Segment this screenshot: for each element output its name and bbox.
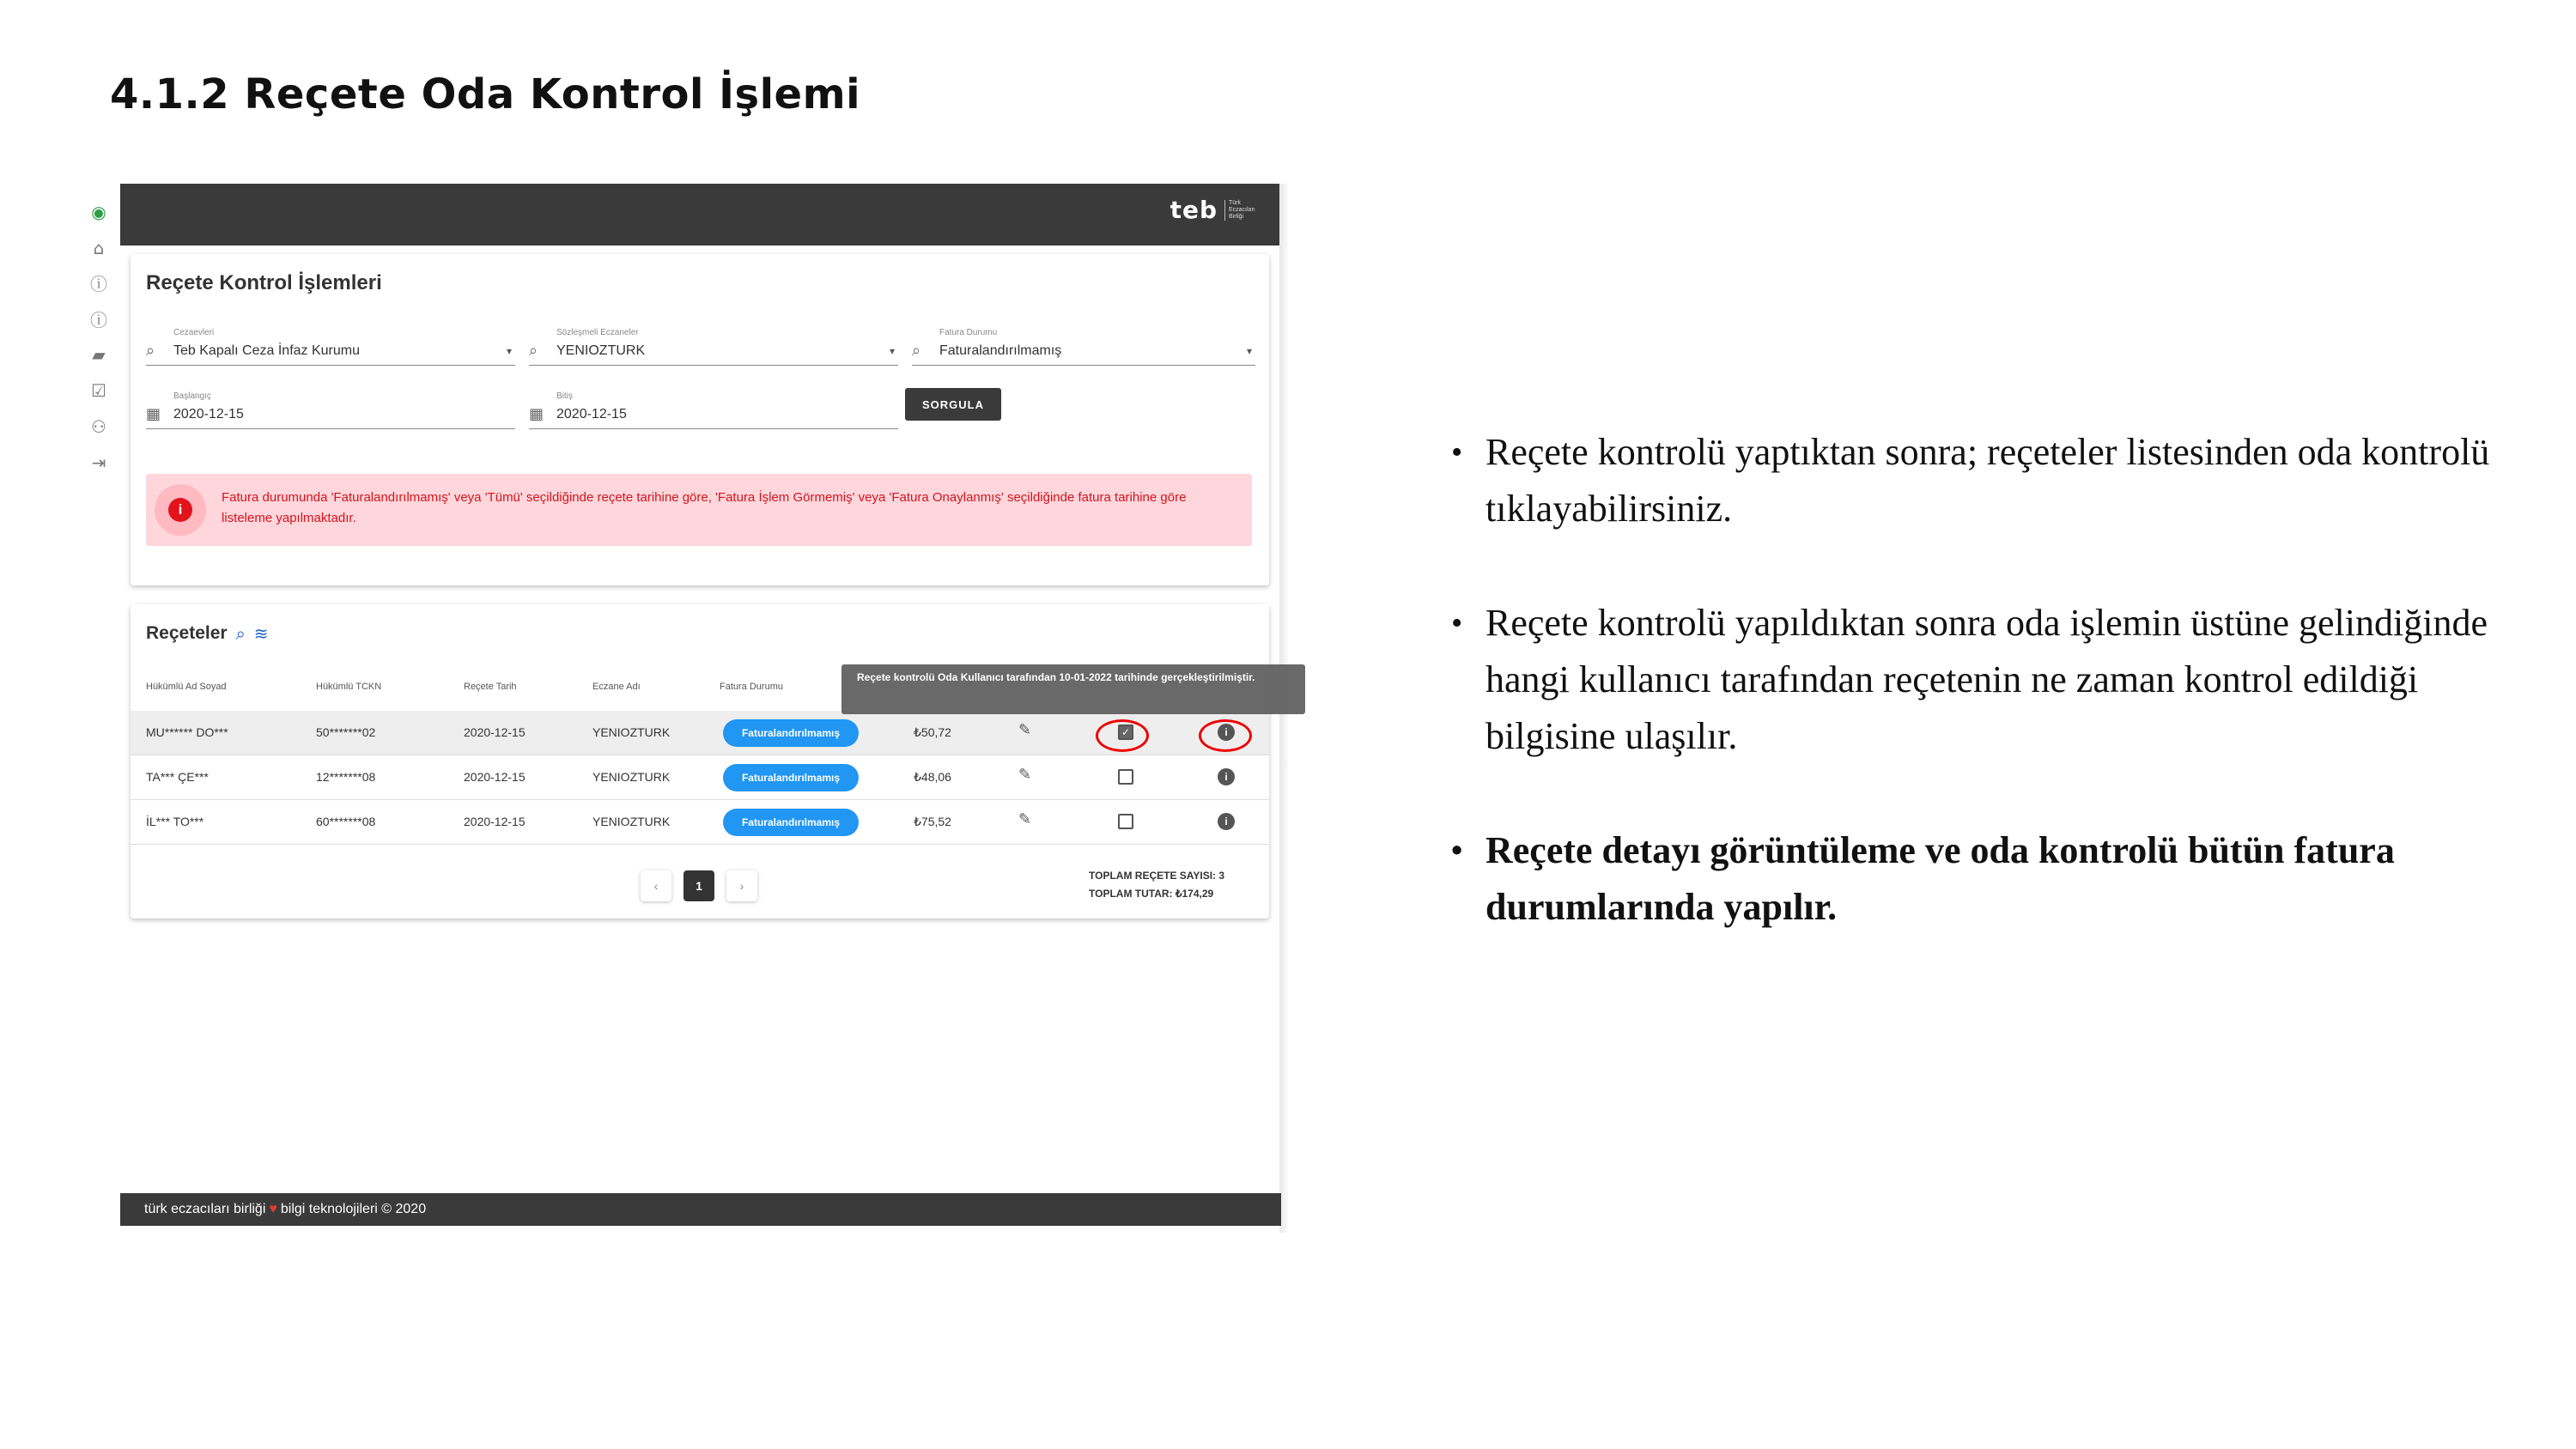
app-screenshot: [79, 184, 1288, 1233]
bullet-list: [1453, 424, 2518, 993]
bullet-item: • Reçete kontrolü yapıldıktan sonra oda işlemin üstüne gelindiğinde hangi kullanıcı tarafından reçetenin ne zaman kontrol edildiği bilgisine ulaşılır.: [1453, 595, 2518, 765]
edit-icon[interactable]: ✎: [1018, 721, 1032, 739]
status-badge[interactable]: Faturalandırılmamış: [723, 764, 859, 791]
receteler-card: [131, 604, 1269, 919]
highlight-circle: [1199, 719, 1252, 752]
page-1-button[interactable]: 1: [683, 870, 714, 901]
teb-logo[interactable]: teb Türk Eczacıları Birliği: [1170, 196, 1259, 224]
column-header[interactable]: Reçete Tarih: [464, 682, 517, 692]
search-icon[interactable]: ⌕: [235, 623, 246, 644]
oda-kontrol-tooltip: Reçete kontrolü Oda Kullanıcı tarafından 10-01-2022 tarihinde gerçekleştirilmiştir.: [841, 664, 1305, 714]
side-rail: [79, 184, 120, 1233]
alert-icon: i: [155, 484, 206, 536]
next-page-button[interactable]: ›: [726, 870, 757, 901]
alert-text: Fatura durumunda 'Faturalandırılmamış' veya 'Tümü' seçildiğinde reçete tarihine göre, 'Fatura İşlem Görmemiş' veya 'Fatura Onaylanmış' seçildiğinde fatura tarihine göre listeleme yapılmaktadır.: [222, 490, 1187, 525]
edit-icon[interactable]: ✎: [1018, 810, 1032, 828]
info-icon[interactable]: i: [1218, 768, 1235, 785]
start-date-field[interactable]: Başlangıç ▦ 2020-12-15: [146, 391, 515, 429]
document-title: 4.1.2 Reçete Oda Kontrol İşlemi: [110, 70, 861, 118]
info-icon[interactable]: i: [1218, 813, 1235, 830]
eczaneler-select[interactable]: Sözleşmeli Eczaneler ⌕ YENIOZTURK ▾: [529, 328, 898, 366]
clear-filter-icon[interactable]: ≋: [253, 623, 269, 644]
filter-card: [131, 254, 1269, 585]
table-row[interactable]: MU****** DO*** 50*******02 2020-12-15 YENIOZTURK Faturalandırılmamış ₺50,72 ✎ ✓ i: [131, 711, 1269, 755]
oda-kontrol-checkbox[interactable]: [1118, 814, 1133, 829]
heart-icon: ♥: [269, 1202, 277, 1216]
end-date-field[interactable]: Bitiş ▦ 2020-12-15: [529, 391, 898, 429]
bullet-item: • Reçete detayı görüntüleme ve oda kontrolü bütün fatura durumlarında yapılır.: [1453, 822, 2518, 936]
edit-icon[interactable]: ✎: [1018, 766, 1032, 784]
checklist-icon[interactable]: ☑: [91, 380, 106, 401]
table-row[interactable]: TA*** ÇE*** 12*******08 2020-12-15 YENIOZTURK Faturalandırılmamış ₺48,06 ✎ i: [131, 755, 1269, 800]
user-icon[interactable]: ⚇: [91, 416, 106, 437]
calendar-icon: ▦: [529, 405, 544, 423]
oda-kontrol-checkbox[interactable]: ✓: [1118, 724, 1133, 740]
chevron-down-icon: ▾: [889, 345, 895, 357]
column-header[interactable]: Fatura Durumu: [720, 682, 783, 692]
globe-icon[interactable]: ◉: [91, 202, 106, 222]
building-search-icon: ⌕: [146, 342, 155, 360]
info-icon[interactable]: i: [1218, 724, 1235, 741]
chevron-down-icon: ▾: [506, 345, 512, 357]
info-icon-2[interactable]: ⓘ: [90, 309, 107, 330]
status-badge[interactable]: Faturalandırılmamış: [723, 719, 859, 747]
fatura-durumu-select[interactable]: Fatura Durumu ⌕ Faturalandırılmamış ▾: [912, 328, 1255, 366]
info-alert: [146, 474, 1252, 546]
totals: TOPLAM REÇETE SAYISI: 3 TOPLAM TUTAR: ₺174,29: [1089, 870, 1225, 900]
column-header[interactable]: Hükümlü Ad Soyad: [146, 682, 227, 692]
chat-icon[interactable]: ▰: [92, 344, 106, 365]
page-title: Reçete Kontrol İşlemleri: [146, 271, 382, 294]
column-header[interactable]: Hükümlü TCKN: [316, 682, 382, 692]
receteler-header: Reçeteler ⌕ ≋: [146, 623, 269, 644]
column-header[interactable]: Eczane Adı: [592, 682, 641, 692]
table-row[interactable]: İL*** TO*** 60*******08 2020-12-15 YENIOZTURK Faturalandırılmamış ₺75,52 ✎ i: [131, 800, 1269, 845]
logout-icon[interactable]: ⇥: [91, 452, 106, 473]
chevron-down-icon: ▾: [1246, 345, 1252, 357]
building-search-icon: ⌕: [529, 342, 538, 360]
pharmacy-icon[interactable]: ⌂: [93, 238, 105, 258]
highlight-circle: [1096, 719, 1149, 752]
bullet-item: • Reçete kontrolü yaptıktan sonra; reçeteler listesinden oda kontrolü tıklayabilirsiniz.: [1453, 424, 2518, 537]
app-footer: türk eczacıları birliği ♥ bilgi teknolojileri © 2020: [120, 1193, 1281, 1226]
building-search-icon: ⌕: [912, 342, 921, 360]
prev-page-button[interactable]: ‹: [641, 870, 671, 901]
cezaevleri-select[interactable]: Cezaevleri ⌕ Teb Kapalı Ceza İnfaz Kurumu ▾: [146, 328, 515, 366]
top-app-bar: [120, 184, 1281, 246]
sorgula-button[interactable]: SORGULA: [905, 388, 1001, 421]
calendar-icon: ▦: [146, 405, 161, 423]
status-badge[interactable]: Faturalandırılmamış: [723, 809, 859, 836]
oda-kontrol-checkbox[interactable]: [1118, 769, 1133, 785]
info-icon[interactable]: ⓘ: [90, 273, 107, 294]
